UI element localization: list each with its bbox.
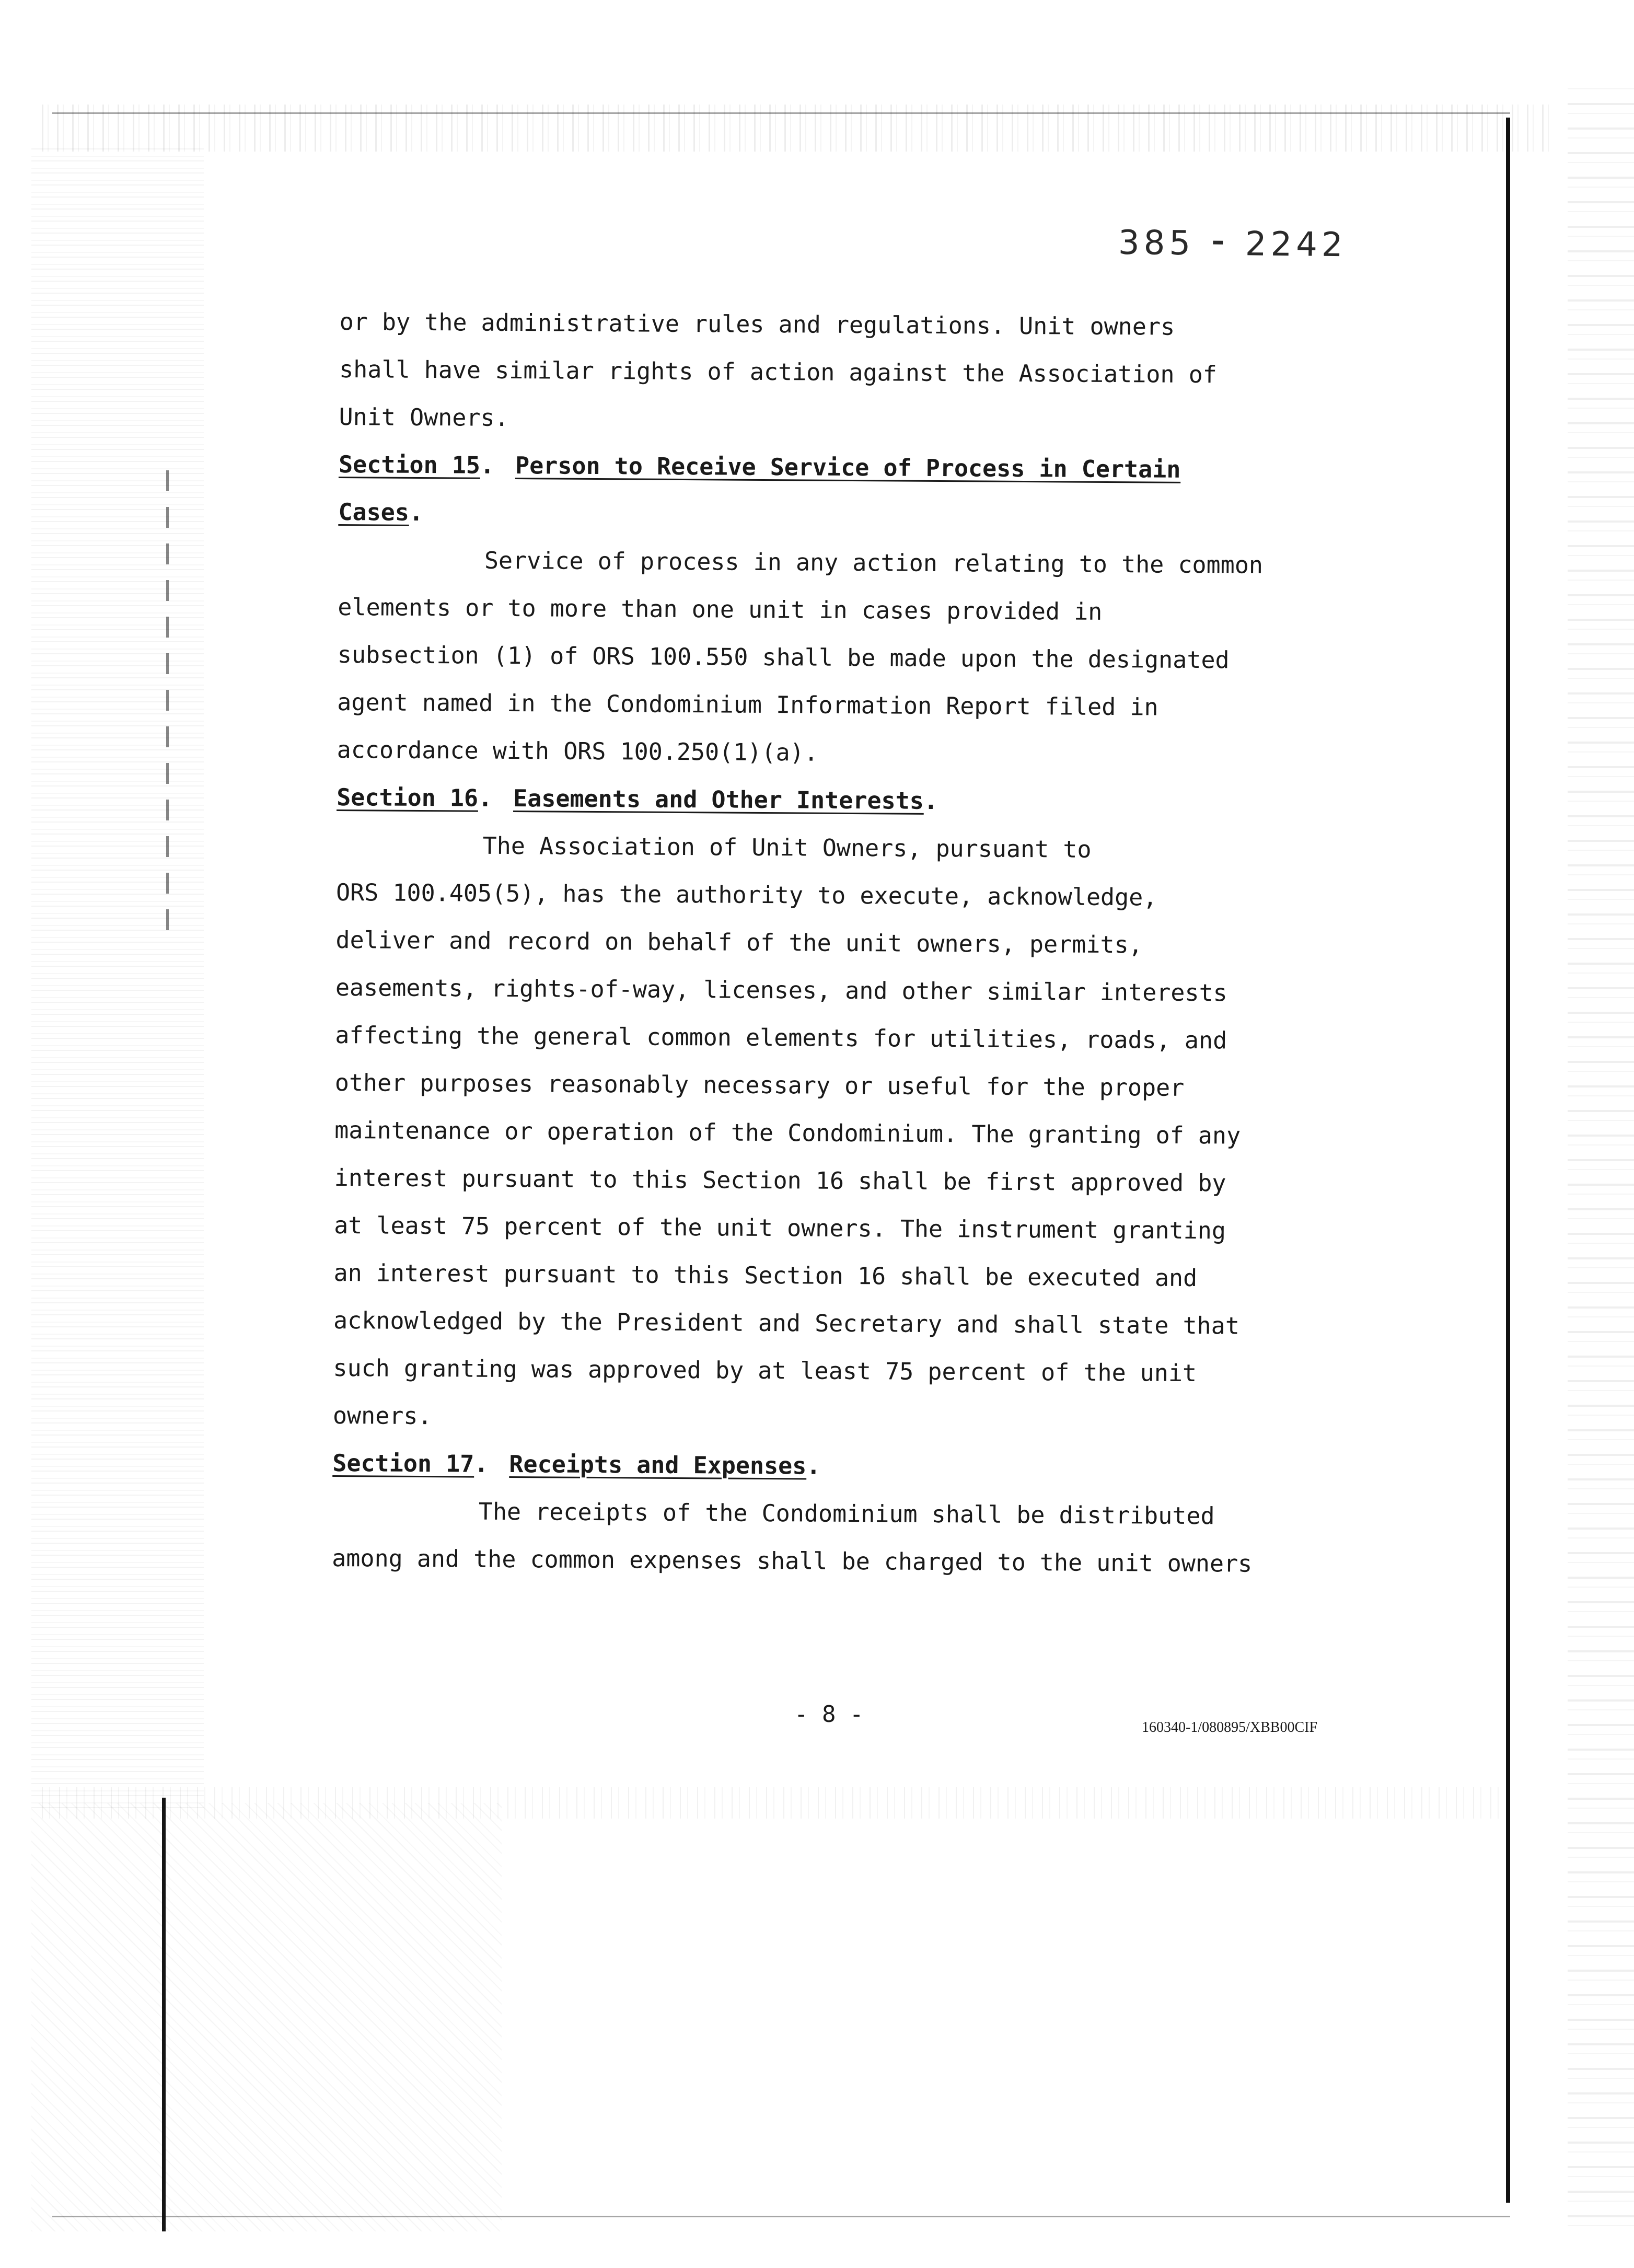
text-line: among and the common expenses shall be charged to the unit owners [332, 1544, 1253, 1578]
text-line: Service of process in any action relating to the common [484, 546, 1264, 579]
text-line: maintenance or operation of the Condominium. The granting of any [334, 1116, 1241, 1150]
document-body [332, 298, 1468, 1589]
text-line: an interest pursuant to this Section 16 shall be executed and [333, 1258, 1198, 1292]
text-line: owners. [332, 1401, 432, 1430]
section-15-heading: Section 15. Person to Receive Service of Process in Certain [338, 450, 1181, 483]
section-15-number: Section 15 [338, 450, 481, 479]
scan-edge-bottom-line [52, 2216, 1510, 2217]
document-code: 160340-1/080895/XBB00CIF [1142, 1719, 1318, 1735]
section-16-heading: Section 16. Easements and Other Interests. [337, 783, 938, 815]
text-line: The receipts of the Condominium shall be distributed [478, 1497, 1215, 1530]
section-17-number: Section 17 [332, 1449, 474, 1478]
scan-noise-bottom-left [31, 1803, 502, 2231]
text-line: Unit Owners. [339, 402, 509, 432]
scan-edge-left-line [162, 1798, 166, 2231]
scan-edge-right-line [1506, 118, 1510, 2203]
text-line: acknowledged by the President and Secretary and shall state that [333, 1306, 1240, 1340]
section-15-title: Person to Receive Service of Process in Certain [515, 452, 1181, 483]
scan-edge-top-line [52, 112, 1510, 114]
text-line: ORS 100.405(5), has the authority to execute, acknowledge, [335, 878, 1157, 911]
scan-edge-left-dashes [166, 460, 169, 930]
text-line: The Association of Unit Owners, pursuant to [482, 831, 1092, 863]
section-16-number: Section 16 [337, 783, 479, 812]
text-line: or by the administrative rules and regulations. Unit owners [339, 307, 1175, 341]
text-line: such granting was approved by at least 75 percent of the unit [333, 1353, 1197, 1387]
section-17-heading: Section 17. Receipts and Expenses. [332, 1449, 821, 1480]
recording-page-reference: 385 ⁃ 2242 [1118, 223, 1348, 265]
text-line: elements or to more than one unit in cases provided in [338, 593, 1103, 626]
text-line: at least 75 percent of the unit owners. The instrument granting [333, 1211, 1226, 1245]
page-number: - 8 - [794, 1701, 864, 1728]
text-line: deliver and record on behalf of the unit owners, permits, [335, 925, 1143, 959]
text-line: affecting the general common elements for utilities, roads, and [335, 1021, 1227, 1055]
section-15-heading-cont: Cases. [338, 497, 424, 526]
text-line: other purposes reasonably necessary or useful for the proper [334, 1068, 1185, 1102]
text-line: agent named in the Condominium Information Report filed in [337, 688, 1158, 721]
text-line: shall have similar rights of action against the Association of [339, 355, 1218, 389]
scan-noise-left [31, 146, 204, 1808]
section-17-title: Receipts and Expenses [509, 1450, 807, 1480]
text-line: subsection (1) of ORS 100.550 shall be made upon the designated [337, 640, 1230, 674]
scan-noise-top [42, 105, 1557, 152]
section-15-title-cont: Cases [338, 497, 410, 526]
text-line: accordance with ORS 100.250(1)(a). [337, 735, 819, 767]
text-line: interest pursuant to this Section 16 shall be first approved by [334, 1163, 1226, 1197]
text-line: easements, rights-of-way, licenses, and other similar interests [335, 973, 1227, 1007]
scan-noise-right [1568, 84, 1634, 2226]
section-16-title: Easements and Other Interests [513, 784, 924, 815]
